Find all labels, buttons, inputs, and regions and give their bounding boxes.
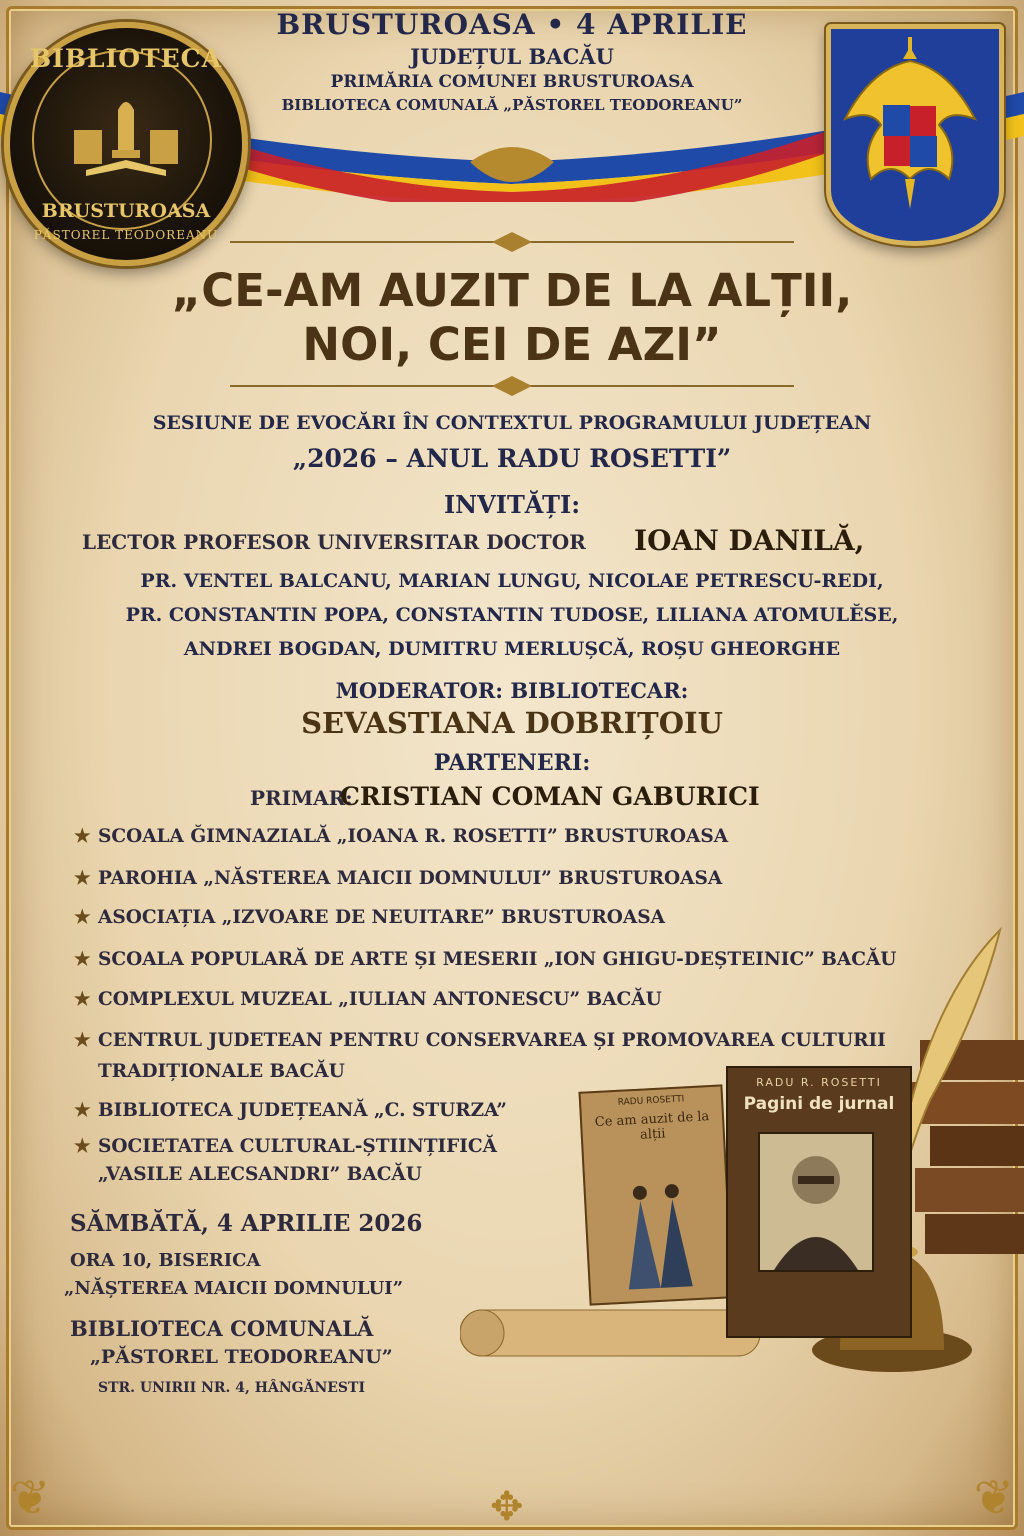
book-2-title: Pagini de jurnal (743, 1094, 895, 1114)
header-line-2: JUDEȚUL BACĂU (410, 44, 614, 69)
star-icon: ★ (74, 907, 91, 928)
partner-item (74, 826, 728, 847)
moderator-name: SEVASTIANA DOBRIȚOIU (301, 706, 723, 740)
partner-item (74, 868, 722, 889)
book-2-author: RADU R. ROSETTI (756, 1076, 882, 1089)
guest-lead-prefix: LECTOR PROFESOR UNIVERSITAR DOCTOR (82, 530, 586, 554)
mayor-label: PRIMAR: (250, 786, 353, 810)
logo-title: BIBLIOTECA (30, 44, 222, 73)
star-icon: ★ (74, 826, 91, 847)
session-line-2: „2026 – ANUL RADU ROSETTI” (292, 444, 732, 473)
partner-item (74, 1136, 497, 1157)
star-icon: ★ (74, 868, 91, 889)
guests-row-2: PR. CONSTANTIN POPA, CONSTANTIN TUDOSE, LILIANA ATOMULĔSE, (125, 604, 899, 626)
event-library: BIBLIOTECA COMUNALĂ (70, 1316, 374, 1341)
event-address: STR. UNIRII NR. 4, HÂNGĂNESTI (98, 1380, 365, 1396)
book-lamp-icon (66, 90, 186, 180)
ornamental-divider-bottom (230, 376, 794, 396)
books-illustration (460, 920, 1024, 1390)
partners-heading: PARTENERI: (433, 750, 591, 776)
bottom-center-ornament: ✥ (490, 1484, 524, 1530)
star-icon: ★ (74, 949, 91, 970)
event-time-place: ORA 10, BISERICA (70, 1250, 261, 1271)
partner-item-continuation: „VASILE ALECSANDRI” BACĂU (98, 1164, 422, 1185)
event-date: SĂMBĂTĂ, 4 APRILIE 2026 (70, 1210, 423, 1237)
session-line-1: SESIUNE DE EVOCĂRI ÎN CONTEXTUL PROGRAMULUI JUDEȚEAN (152, 412, 872, 434)
event-church: „NĂȘTEREA MAICII DOMNULUI” (64, 1278, 404, 1299)
event-library-name: „PĂSTOREL TEODOREANU” (90, 1346, 393, 1368)
partner-item (74, 1100, 507, 1121)
women-figures-icon (615, 1178, 701, 1292)
star-icon: ★ (74, 1030, 91, 1051)
moderator-label: MODERATOR: BIBLIOTECAR: (335, 678, 689, 703)
header-line-3: PRIMĂRIA COMUNEI BRUSTUROASA (330, 72, 694, 92)
ornamental-divider-top (230, 232, 794, 252)
library-logo (4, 22, 248, 266)
partner-item-label: SCOALA ĞIMNAZIALĂ „IOANA R. ROSETTI” BRUSTUROASA (98, 826, 729, 847)
corner-ornament-bottom-left: ❦ (10, 1470, 51, 1526)
logo-subtitle: BRUSTUROASA (41, 200, 211, 222)
portrait-photo (758, 1132, 874, 1272)
star-icon: ★ (74, 1136, 91, 1157)
event-title-line-2: NOI, CEI DE AZI” (302, 318, 722, 371)
book-1-title: Ce am auzit de la alții (594, 1109, 710, 1143)
event-title-line-1: „CE-AM AUZIT DE LA ALȚII, (171, 264, 853, 317)
guests-row-1: PR. VENTEL BALCANU, MARIAN LUNGU, NICOLAE PETRESCU-REDI, (140, 570, 884, 592)
guests-heading: INVITĂȚI: (443, 490, 581, 519)
partner-item-label: CENTRUL JUDETEAN PENTRU CONSERVAREA ȘI PROMOVAREA CULTURII (98, 1030, 886, 1051)
star-icon: ★ (74, 989, 91, 1010)
partner-item-label: COMPLEXUL MUZEAL „IULIAN ANTONESCU” BACĂU (98, 989, 662, 1010)
partner-item-label: PAROHIA „NĂSTEREA MAICII DOMNULUI” BRUSTUROASA (98, 868, 723, 889)
header-line-4: BIBLIOTECA COMUNALĂ „PĂSTOREL TEODOREANU” (281, 96, 743, 114)
partner-item-continuation: TRADIȚIONALE BACĂU (98, 1061, 345, 1082)
partner-item-label: BIBLIOTECA JUDEȚEANĂ „C. STURZA” (98, 1100, 507, 1121)
partner-item-label: SOCIETATEA CULTURAL-ȘTIINȚIFICĂ (98, 1136, 498, 1157)
book-1-author: RADU ROSETTI (617, 1094, 685, 1108)
eagle-icon (831, 29, 989, 229)
logo-subtitle-2: PĂSTOREL TEODOREANU (33, 228, 219, 242)
partner-item-label: SCOALA POPULARĂ DE ARTE ȘI MESERII „ION GHIGU-DEȘTEINIC” BACĂU (98, 949, 897, 970)
header-line-1: BRUSTUROASA • 4 APRILIE (276, 8, 748, 41)
coat-of-arms (826, 24, 1004, 246)
corner-ornament-bottom-right: ❦ (973, 1470, 1014, 1526)
guest-lead-name: IOAN DANILĂ, (634, 524, 865, 557)
portrait-icon (760, 1134, 872, 1270)
book-cover-2 (726, 1066, 912, 1338)
mayor-name: CRISTIAN COMAN GABURICI (340, 782, 760, 811)
guests-row-3: ANDREI BOGDAN, DUMITRU MERLUȘCĂ, ROȘU GHEORGHE (183, 638, 841, 660)
partner-item-label: ASOCIAȚIA „IZVOARE DE NEUITARE” BRUSTUROASA (98, 907, 665, 928)
star-icon: ★ (74, 1100, 91, 1121)
book-cover-1 (578, 1084, 733, 1305)
